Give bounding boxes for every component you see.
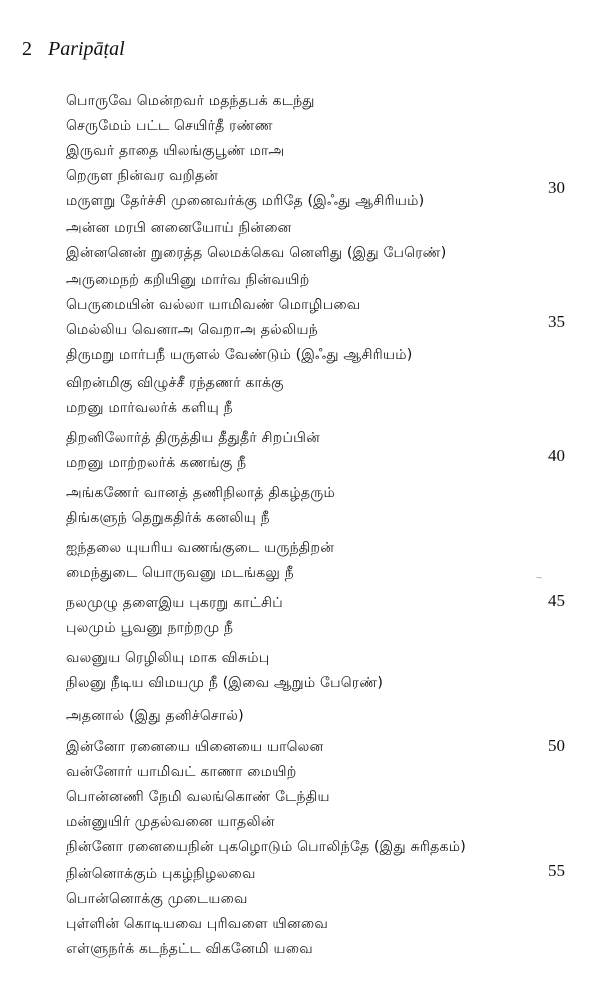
line-number-45: 45 <box>548 591 565 610</box>
verse-line: பொருவே மென்றவர் மதந்தபக் கடந்து <box>66 93 315 109</box>
page-number: 2 <box>22 38 32 60</box>
stanza-3 <box>66 268 412 368</box>
stray-mark: ⸌ <box>535 573 548 587</box>
stanza-6 <box>66 481 335 531</box>
page-title: Paripāṭal <box>48 38 125 60</box>
verse-line: ஐந்தலை யுயரிய வணங்குடை யருந்திறன் <box>66 540 335 556</box>
verse-line: நின்னோ ரனையைநின் புகழொடும் பொலிந்தே (இது சுரிதகம்) <box>66 839 466 855</box>
verse-line: நலமுழு தளைஇய புகரறு காட்சிப் <box>66 595 283 611</box>
verse-line: றெருள நின்வர வறிதன் <box>66 168 219 184</box>
line-number-50: 50 <box>548 736 565 755</box>
verse-line: அருமைநற் கறியினு மார்வ நின்வயிற் <box>66 272 310 288</box>
line-number-30: 30 <box>548 178 565 197</box>
verse-line: நின்னொக்கும் புகழ்நிழலவை <box>66 866 256 882</box>
line-number-35: 35 <box>548 312 565 331</box>
line-number-55: 55 <box>548 861 565 880</box>
line-number-40: 40 <box>548 446 565 465</box>
stanza-11 <box>66 735 466 860</box>
verse-line: மறனு மாற்றலர்க் கணங்கு நீ <box>66 455 247 471</box>
verse-line: அதனால் (இது தனிச்சொல்) <box>66 708 244 724</box>
verse-line: இன்னனென் றுரைத்த லெமக்கெவ னெளிது (இது பேரெண்) <box>66 245 447 261</box>
stanza-10 <box>66 704 244 729</box>
verse-line: வலனுய ரெழிலியு மாக விசும்பு <box>66 650 270 666</box>
stanza-4 <box>66 371 284 421</box>
verse-line: மைந்துடை யொருவனு மடங்கலு நீ <box>66 565 294 581</box>
stanza-8 <box>66 591 283 641</box>
verse-line: திருமறு மார்பநீ யருளல் வேண்டும் (இஃது ஆசிரியம்) <box>66 347 413 363</box>
verse-line: மருளறு தேர்ச்சி முனைவர்க்கு மரிதே (இஃது ஆசிரியம்) <box>66 193 425 209</box>
verse-line: எள்ளுநர்க் கடந்தட்ட விகனேமி யவை <box>66 941 313 957</box>
verse-line: விறன்மிகு விழுச்சீ ரந்தணர் காக்கு <box>66 375 284 391</box>
verse-line: இருவர் தாதை யிலங்குபூண் மாஅ <box>66 143 285 159</box>
verse-line: புலமும் பூவனு நாற்றமு நீ <box>66 620 234 636</box>
stanza-2 <box>66 216 446 266</box>
verse-line: பொன்னணி நேமி வலங்கொண் டேந்திய <box>66 789 330 805</box>
page-header <box>22 38 125 61</box>
verse-line: புள்ளின் கொடியவை புரிவளை யினவை <box>66 916 329 932</box>
verse-line: மறனு மார்வலர்க் களியு நீ <box>66 400 233 416</box>
verse-line: அன்ன மரபி னனையோய் நின்னை <box>66 220 292 236</box>
stanza-9 <box>66 646 383 696</box>
verse-line: திறனிலோர்த் திருத்திய தீதுதீர் சிறப்பின் <box>66 430 321 446</box>
stanza-7 <box>66 536 334 586</box>
verse-line: நிலனு நீடிய விமயமு நீ (இவை ஆறும் பேரெண்) <box>66 675 383 691</box>
verse-line: செருமேம் பட்ட செயிர்தீ ரண்ண <box>66 118 273 134</box>
verse-line: மன்னுயிர் முதல்வனை யாதலின் <box>66 814 275 830</box>
verse-line: திங்களுந் தெறுகதிர்க் கனலியு நீ <box>66 510 270 526</box>
verse-line: மெல்லிய வெனாஅ வெறாஅ தல்லியந் <box>66 322 318 338</box>
stanza-1 <box>66 89 424 214</box>
verse-line: அங்கணேர் வானத் தணிநிலாத் திகழ்தரும் <box>66 485 335 501</box>
verse-line: இன்னோ ரனையை யினையை யாலென <box>66 739 324 755</box>
verse-line: பெருமையின் வல்லா யாமிவண் மொழிபவை <box>66 297 361 313</box>
stanza-5 <box>66 426 320 476</box>
verse-line: பொன்னொக்கு முடையவை <box>66 891 248 907</box>
verse-line: வன்னோர் யாமிவட் காணா மையிற் <box>66 764 297 780</box>
stanza-12 <box>66 862 328 962</box>
